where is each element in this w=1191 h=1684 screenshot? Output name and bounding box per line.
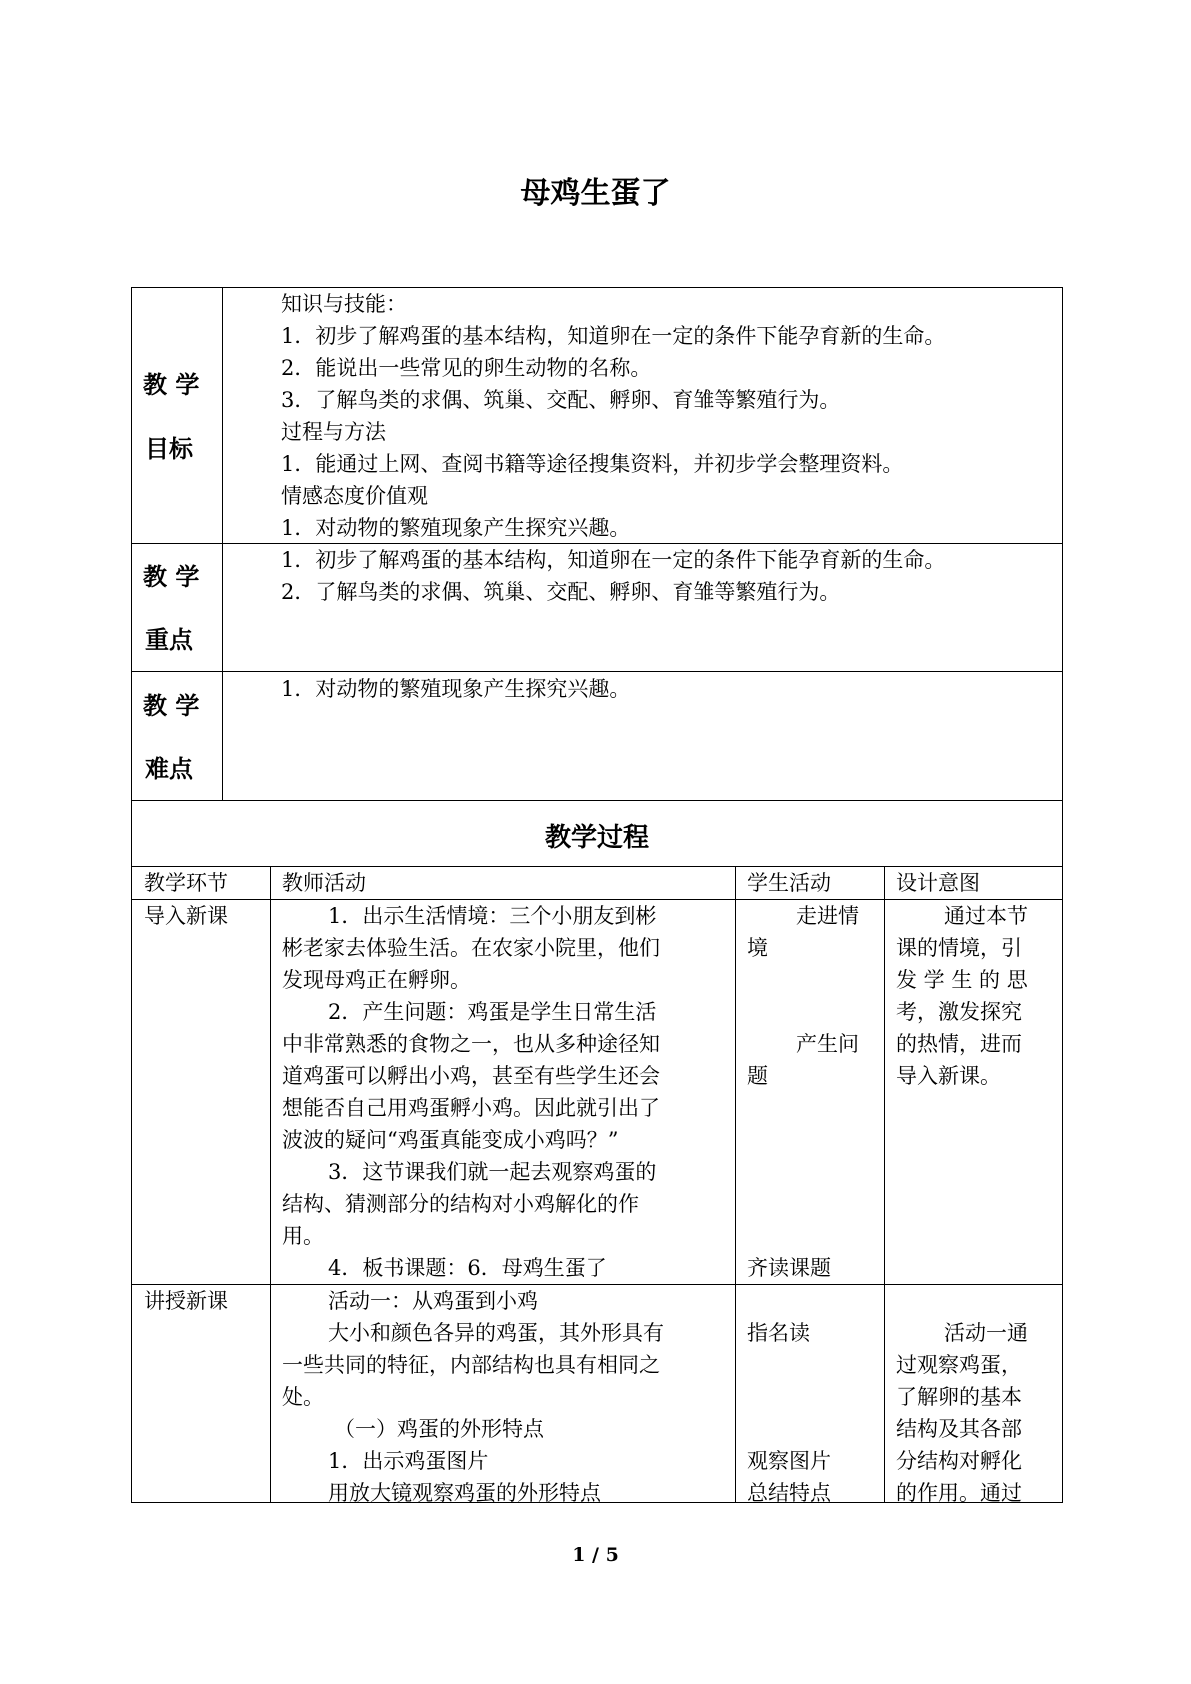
keypoints-line: 2．了解鸟类的求偶、筑巢、交配、孵卵、育雏等繁殖行为。 [281,580,841,604]
intro-teacher-line: 发现母鸡正在孵卵。 [282,968,471,992]
objectives-line: 3．了解鸟类的求偶、筑巢、交配、孵卵、育雏等繁殖行为。 [281,388,841,412]
keypoints-label-2: 重点 [145,626,193,654]
keypoints-line: 1．初步了解鸡蛋的基本结构，知道卵在一定的条件下能孕育新的生命。 [281,548,946,572]
header-stage: 教学环节 [144,871,228,895]
objectives-line: 情感态度价值观 [281,484,428,508]
lecture-teacher-line: 用放大镜观察鸡蛋的外形特点 [328,1481,601,1505]
header-student: 学生活动 [747,871,831,895]
intro-teacher-line: 波波的疑问“鸡蛋真能变成小鸡吗？” [282,1128,619,1152]
lecture-teacher-line: 活动一：从鸡蛋到小鸡 [328,1289,538,1313]
intro-student-line: 境 [747,936,768,960]
lecture-teacher-line: 处。 [282,1385,324,1409]
difficulties-label-1: 教 学 [143,692,200,720]
header-teacher: 教师活动 [282,871,366,895]
intro-teacher-line: 想能否自己用鸡蛋孵小鸡。因此就引出了 [282,1096,660,1120]
objectives-line: 知识与技能： [281,292,407,316]
row-divider-keypoints [131,671,1063,672]
lecture-intent-line: 的作用。通过 [896,1481,1022,1505]
intro-student-line: 产生问 [796,1032,859,1056]
process-title: 教学过程 [544,823,649,853]
intro-teacher-line: 结构、猜测部分的结构对小鸡解化的作 [282,1192,639,1216]
intro-student-line: 齐读课题 [747,1256,831,1280]
objectives-line: 1．能通过上网、查阅书籍等途径搜集资料，并初步学会整理资料。 [281,452,904,476]
intro-student-line: 题 [747,1064,768,1088]
intro-intent-line: 的热情，进而 [896,1032,1022,1056]
lecture-intent-line: 过观察鸡蛋， [896,1353,1022,1377]
intro-teacher-line: 2．产生问题：鸡蛋是学生日常生活 [328,1000,657,1024]
objectives-line: 2．能说出一些常见的卵生动物的名称。 [281,356,652,380]
difficulties-label-2: 难点 [145,755,193,783]
label-column-divider [222,287,223,800]
lecture-intent-line: 活动一通 [944,1321,1028,1345]
intro-teacher-line: 1．出示生活情境：三个小朋友到彬 [328,904,657,928]
column-divider-3 [884,866,885,1503]
lecture-teacher-line: 一些共同的特征，内部结构也具有相同之 [282,1353,660,1377]
intro-teacher-line: 3．这节课我们就一起去观察鸡蛋的 [328,1160,657,1184]
difficulties-line: 1．对动物的繁殖现象产生探究兴趣。 [281,677,631,701]
lecture-intent-line: 了解卵的基本 [896,1385,1022,1409]
table-border-top [131,287,1063,288]
intro-intent-line: 通过本节 [944,904,1028,928]
lecture-teacher-line: 大小和颜色各异的鸡蛋，其外形具有 [328,1321,664,1345]
lecture-student-line: 指名读 [747,1321,810,1345]
objectives-line: 1．对动物的繁殖现象产生探究兴趣。 [281,516,631,540]
column-divider-1 [270,866,271,1503]
row-divider-difficulties [131,800,1063,801]
intro-teacher-line: 中非常熟悉的食物之一，也从多种途径知 [282,1032,660,1056]
intro-intent-line: 课的情境，引 [896,936,1022,960]
objectives-line: 过程与方法 [281,420,386,444]
table-border-right [1062,287,1063,1503]
lecture-student-line: 总结特点 [747,1481,831,1505]
intro-teacher-line: 4．板书课题：6．母鸡生蛋了 [328,1256,607,1280]
lecture-stage: 讲授新课 [144,1289,228,1313]
intro-teacher-line: 道鸡蛋可以孵出小鸡，甚至有些学生还会 [282,1064,660,1088]
lecture-student-line: 观察图片 [747,1449,831,1473]
header-intent: 设计意图 [896,871,980,895]
intro-intent-line: 导入新课。 [896,1064,1001,1088]
column-divider-2 [735,866,736,1503]
intro-intent-line: 发 学 生 的 思 [896,968,1028,992]
objectives-label-2: 目标 [145,435,193,463]
lecture-teacher-line: （一）鸡蛋的外形特点 [334,1417,544,1441]
intro-teacher-line: 彬老家去体验生活。在农家小院里，他们 [282,936,660,960]
objectives-line: 1．初步了解鸡蛋的基本结构，知道卵在一定的条件下能孕育新的生命。 [281,324,946,348]
objectives-label-1: 教 学 [143,371,200,399]
keypoints-label-1: 教 学 [143,563,200,591]
lecture-intent-line: 结构及其各部 [896,1417,1022,1441]
table-border-left [131,287,132,1503]
page-number: 1 / 5 [572,1544,619,1566]
lecture-teacher-line: 1．出示鸡蛋图片 [328,1449,489,1473]
intro-intent-line: 考，激发探究 [896,1000,1022,1024]
document-title: 母鸡生蛋了 [520,176,671,211]
intro-student-line: 走进情 [796,904,859,928]
lecture-intent-line: 分结构对孵化 [896,1449,1022,1473]
intro-stage: 导入新课 [144,904,228,928]
intro-teacher-line: 用。 [282,1224,324,1248]
